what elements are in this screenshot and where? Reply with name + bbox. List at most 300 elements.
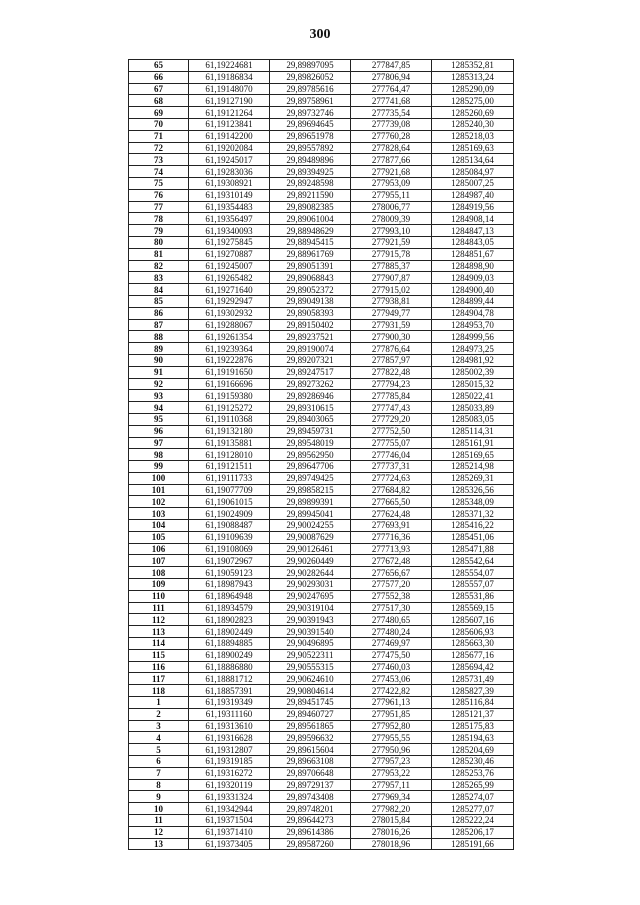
y-coordinate-cell: 1285275,00: [432, 95, 514, 107]
table-row: [129, 331, 514, 343]
point-number-cell: 117: [129, 673, 189, 685]
point-number-cell: 72: [129, 142, 189, 154]
latitude-cell: 61,18964948: [189, 590, 270, 602]
point-number-cell: 102: [129, 496, 189, 508]
table-row: [129, 118, 514, 130]
longitude-cell: 29,89451745: [270, 697, 351, 709]
table-row: [129, 567, 514, 579]
latitude-cell: 61,19245007: [189, 260, 270, 272]
point-number-cell: 104: [129, 520, 189, 532]
latitude-cell: 61,19245017: [189, 154, 270, 166]
latitude-cell: 61,19222876: [189, 354, 270, 366]
y-coordinate-cell: 1285606,93: [432, 626, 514, 638]
x-coordinate-cell: 277877,66: [351, 154, 432, 166]
longitude-cell: 29,89706648: [270, 767, 351, 779]
table-row: [129, 720, 514, 732]
table-row: [129, 484, 514, 496]
point-number-cell: 66: [129, 71, 189, 83]
point-number-cell: 79: [129, 225, 189, 237]
latitude-cell: 61,19320119: [189, 779, 270, 791]
point-number-cell: 65: [129, 60, 189, 72]
latitude-cell: 61,19125272: [189, 402, 270, 414]
x-coordinate-cell: 277672,48: [351, 555, 432, 567]
latitude-cell: 61,19288067: [189, 319, 270, 331]
y-coordinate-cell: 1285607,16: [432, 614, 514, 626]
y-coordinate-cell: 1285371,32: [432, 508, 514, 520]
point-number-cell: 67: [129, 83, 189, 95]
table-row: [129, 791, 514, 803]
x-coordinate-cell: 278015,84: [351, 815, 432, 827]
x-coordinate-cell: 277785,84: [351, 390, 432, 402]
latitude-cell: 61,19088487: [189, 520, 270, 532]
point-number-cell: 8: [129, 779, 189, 791]
table-row: [129, 248, 514, 260]
longitude-cell: 29,89394925: [270, 166, 351, 178]
x-coordinate-cell: 277876,64: [351, 343, 432, 355]
x-coordinate-cell: 277915,78: [351, 248, 432, 260]
latitude-cell: 61,19059123: [189, 567, 270, 579]
longitude-cell: 29,89489896: [270, 154, 351, 166]
point-number-cell: 69: [129, 107, 189, 119]
longitude-cell: 29,89758961: [270, 95, 351, 107]
table-row: [129, 838, 514, 850]
y-coordinate-cell: 1285348,09: [432, 496, 514, 508]
y-coordinate-cell: 1285542,64: [432, 555, 514, 567]
x-coordinate-cell: 277577,20: [351, 579, 432, 591]
y-coordinate-cell: 1284899,44: [432, 295, 514, 307]
x-coordinate-cell: 278018,96: [351, 838, 432, 850]
x-coordinate-cell: 277747,43: [351, 402, 432, 414]
latitude-cell: 61,19166696: [189, 378, 270, 390]
latitude-cell: 61,19271640: [189, 284, 270, 296]
y-coordinate-cell: 1285015,32: [432, 378, 514, 390]
table-row: [129, 744, 514, 756]
latitude-cell: 61,19316628: [189, 732, 270, 744]
table-row: [129, 614, 514, 626]
point-number-cell: 75: [129, 177, 189, 189]
y-coordinate-cell: 1285169,65: [432, 449, 514, 461]
point-number-cell: 4: [129, 732, 189, 744]
table-row: [129, 626, 514, 638]
longitude-cell: 29,90522311: [270, 649, 351, 661]
x-coordinate-cell: 277624,48: [351, 508, 432, 520]
longitude-cell: 29,89749425: [270, 472, 351, 484]
table-row: [129, 213, 514, 225]
latitude-cell: 61,19356497: [189, 213, 270, 225]
y-coordinate-cell: 1285161,91: [432, 437, 514, 449]
longitude-cell: 29,89460727: [270, 708, 351, 720]
point-number-cell: 68: [129, 95, 189, 107]
point-number-cell: 92: [129, 378, 189, 390]
x-coordinate-cell: 277737,31: [351, 461, 432, 473]
table-row: [129, 661, 514, 673]
y-coordinate-cell: 1285084,97: [432, 166, 514, 178]
latitude-cell: 61,19108069: [189, 543, 270, 555]
y-coordinate-cell: 1285116,84: [432, 697, 514, 709]
table-row: [129, 508, 514, 520]
latitude-cell: 61,19311160: [189, 708, 270, 720]
x-coordinate-cell: 277739,08: [351, 118, 432, 130]
table-row: [129, 449, 514, 461]
latitude-cell: 61,19331324: [189, 791, 270, 803]
latitude-cell: 61,19373405: [189, 838, 270, 850]
x-coordinate-cell: 277716,36: [351, 531, 432, 543]
x-coordinate-cell: 277969,34: [351, 791, 432, 803]
x-coordinate-cell: 278006,77: [351, 201, 432, 213]
longitude-cell: 29,89899391: [270, 496, 351, 508]
longitude-cell: 29,89049138: [270, 295, 351, 307]
latitude-cell: 61,19316272: [189, 767, 270, 779]
longitude-cell: 29,89663108: [270, 756, 351, 768]
latitude-cell: 61,18902449: [189, 626, 270, 638]
point-number-cell: 118: [129, 685, 189, 697]
x-coordinate-cell: 277552,38: [351, 590, 432, 602]
point-number-cell: 78: [129, 213, 189, 225]
point-number-cell: 12: [129, 826, 189, 838]
y-coordinate-cell: 1285222,24: [432, 815, 514, 827]
latitude-cell: 61,19142200: [189, 130, 270, 142]
table-row: [129, 543, 514, 555]
x-coordinate-cell: 277938,81: [351, 295, 432, 307]
longitude-cell: 29,89785616: [270, 83, 351, 95]
y-coordinate-cell: 1285557,07: [432, 579, 514, 591]
longitude-cell: 29,90391540: [270, 626, 351, 638]
x-coordinate-cell: 277907,87: [351, 272, 432, 284]
x-coordinate-cell: 277713,93: [351, 543, 432, 555]
table-row: [129, 71, 514, 83]
latitude-cell: 61,19371410: [189, 826, 270, 838]
point-number-cell: 101: [129, 484, 189, 496]
table-row: [129, 767, 514, 779]
longitude-cell: 29,89732746: [270, 107, 351, 119]
x-coordinate-cell: 277993,10: [351, 225, 432, 237]
y-coordinate-cell: 1285451,06: [432, 531, 514, 543]
latitude-cell: 61,19135881: [189, 437, 270, 449]
table-row: [129, 177, 514, 189]
x-coordinate-cell: 277684,82: [351, 484, 432, 496]
x-coordinate-cell: 277857,97: [351, 354, 432, 366]
latitude-cell: 61,19265482: [189, 272, 270, 284]
x-coordinate-cell: 277480,65: [351, 614, 432, 626]
latitude-cell: 61,19109639: [189, 531, 270, 543]
point-number-cell: 76: [129, 189, 189, 201]
longitude-cell: 29,90804614: [270, 685, 351, 697]
longitude-cell: 29,89310615: [270, 402, 351, 414]
point-number-cell: 98: [129, 449, 189, 461]
table-row: [129, 319, 514, 331]
point-number-cell: 90: [129, 354, 189, 366]
point-number-cell: 103: [129, 508, 189, 520]
table-row: [129, 779, 514, 791]
latitude-cell: 61,19186834: [189, 71, 270, 83]
point-number-cell: 5: [129, 744, 189, 756]
x-coordinate-cell: 277915,02: [351, 284, 432, 296]
x-coordinate-cell: 277828,64: [351, 142, 432, 154]
longitude-cell: 29,89826052: [270, 71, 351, 83]
table-row: [129, 236, 514, 248]
latitude-cell: 61,19371504: [189, 815, 270, 827]
y-coordinate-cell: 1284908,14: [432, 213, 514, 225]
table-row: [129, 166, 514, 178]
point-number-cell: 10: [129, 803, 189, 815]
longitude-cell: 29,90282644: [270, 567, 351, 579]
y-coordinate-cell: 1285022,41: [432, 390, 514, 402]
latitude-cell: 61,18987943: [189, 579, 270, 591]
table-row: [129, 496, 514, 508]
point-number-cell: 70: [129, 118, 189, 130]
latitude-cell: 61,19077709: [189, 484, 270, 496]
x-coordinate-cell: 277921,59: [351, 236, 432, 248]
point-number-cell: 86: [129, 307, 189, 319]
latitude-cell: 61,19308921: [189, 177, 270, 189]
y-coordinate-cell: 1285827,39: [432, 685, 514, 697]
x-coordinate-cell: 277931,59: [351, 319, 432, 331]
table-row: [129, 390, 514, 402]
longitude-cell: 29,89557892: [270, 142, 351, 154]
x-coordinate-cell: 277957,23: [351, 756, 432, 768]
y-coordinate-cell: 1285033,89: [432, 402, 514, 414]
point-number-cell: 99: [129, 461, 189, 473]
y-coordinate-cell: 1285194,63: [432, 732, 514, 744]
table-row: [129, 472, 514, 484]
latitude-cell: 61,19127190: [189, 95, 270, 107]
point-number-cell: 108: [129, 567, 189, 579]
x-coordinate-cell: 277741,68: [351, 95, 432, 107]
table-row: [129, 673, 514, 685]
longitude-cell: 29,89748201: [270, 803, 351, 815]
y-coordinate-cell: 1284900,40: [432, 284, 514, 296]
latitude-cell: 61,19302932: [189, 307, 270, 319]
y-coordinate-cell: 1285265,99: [432, 779, 514, 791]
y-coordinate-cell: 1285114,31: [432, 425, 514, 437]
latitude-cell: 61,19132180: [189, 425, 270, 437]
point-number-cell: 95: [129, 413, 189, 425]
table-row: [129, 708, 514, 720]
latitude-cell: 61,19191650: [189, 366, 270, 378]
longitude-cell: 29,89651978: [270, 130, 351, 142]
table-row: [129, 83, 514, 95]
y-coordinate-cell: 1285290,09: [432, 83, 514, 95]
latitude-cell: 61,19121511: [189, 461, 270, 473]
longitude-cell: 29,90496895: [270, 638, 351, 650]
y-coordinate-cell: 1285663,30: [432, 638, 514, 650]
y-coordinate-cell: 1285240,30: [432, 118, 514, 130]
y-coordinate-cell: 1284981,92: [432, 354, 514, 366]
y-coordinate-cell: 1285277,07: [432, 803, 514, 815]
table-row: [129, 649, 514, 661]
x-coordinate-cell: 278009,39: [351, 213, 432, 225]
longitude-cell: 29,89694645: [270, 118, 351, 130]
latitude-cell: 61,19342944: [189, 803, 270, 815]
y-coordinate-cell: 1285269,31: [432, 472, 514, 484]
latitude-cell: 61,19024909: [189, 508, 270, 520]
point-number-cell: 107: [129, 555, 189, 567]
y-coordinate-cell: 1285204,69: [432, 744, 514, 756]
table-row: [129, 142, 514, 154]
x-coordinate-cell: 277764,47: [351, 83, 432, 95]
table-row: [129, 402, 514, 414]
point-number-cell: 71: [129, 130, 189, 142]
longitude-cell: 29,88948629: [270, 225, 351, 237]
point-number-cell: 89: [129, 343, 189, 355]
latitude-cell: 61,19313610: [189, 720, 270, 732]
coordinates-table-body: [129, 60, 514, 850]
table-row: [129, 343, 514, 355]
y-coordinate-cell: 1285471,88: [432, 543, 514, 555]
x-coordinate-cell: 277422,82: [351, 685, 432, 697]
table-row: [129, 225, 514, 237]
y-coordinate-cell: 1285554,07: [432, 567, 514, 579]
latitude-cell: 61,19072967: [189, 555, 270, 567]
point-number-cell: 85: [129, 295, 189, 307]
point-number-cell: 100: [129, 472, 189, 484]
table-row: [129, 756, 514, 768]
y-coordinate-cell: 1285002,39: [432, 366, 514, 378]
latitude-cell: 61,18894885: [189, 638, 270, 650]
table-row: [129, 154, 514, 166]
latitude-cell: 61,19354483: [189, 201, 270, 213]
x-coordinate-cell: 277950,96: [351, 744, 432, 756]
x-coordinate-cell: 277957,11: [351, 779, 432, 791]
longitude-cell: 29,89211590: [270, 189, 351, 201]
longitude-cell: 29,90260449: [270, 555, 351, 567]
y-coordinate-cell: 1284847,13: [432, 225, 514, 237]
point-number-cell: 105: [129, 531, 189, 543]
x-coordinate-cell: 277752,50: [351, 425, 432, 437]
latitude-cell: 61,19261354: [189, 331, 270, 343]
y-coordinate-cell: 1284999,56: [432, 331, 514, 343]
table-row: [129, 697, 514, 709]
latitude-cell: 61,19061015: [189, 496, 270, 508]
latitude-cell: 61,19121264: [189, 107, 270, 119]
point-number-cell: 96: [129, 425, 189, 437]
table-row: [129, 366, 514, 378]
table-row: [129, 815, 514, 827]
longitude-cell: 29,89247517: [270, 366, 351, 378]
longitude-cell: 29,89082385: [270, 201, 351, 213]
table-row: [129, 107, 514, 119]
latitude-cell: 61,19340093: [189, 225, 270, 237]
y-coordinate-cell: 1285007,25: [432, 177, 514, 189]
longitude-cell: 29,89150402: [270, 319, 351, 331]
table-row: [129, 425, 514, 437]
table-row: [129, 284, 514, 296]
point-number-cell: 113: [129, 626, 189, 638]
longitude-cell: 29,90391943: [270, 614, 351, 626]
longitude-cell: 29,89286946: [270, 390, 351, 402]
longitude-cell: 29,90555315: [270, 661, 351, 673]
point-number-cell: 9: [129, 791, 189, 803]
longitude-cell: 29,89897095: [270, 60, 351, 72]
table-row: [129, 803, 514, 815]
y-coordinate-cell: 1285416,22: [432, 520, 514, 532]
y-coordinate-cell: 1285083,05: [432, 413, 514, 425]
longitude-cell: 29,89743408: [270, 791, 351, 803]
x-coordinate-cell: 277746,04: [351, 449, 432, 461]
table-row: [129, 189, 514, 201]
latitude-cell: 61,19283036: [189, 166, 270, 178]
y-coordinate-cell: 1285677,16: [432, 649, 514, 661]
table-row: [129, 579, 514, 591]
longitude-cell: 29,88945415: [270, 236, 351, 248]
point-number-cell: 91: [129, 366, 189, 378]
longitude-cell: 29,89548019: [270, 437, 351, 449]
table-row: [129, 95, 514, 107]
point-number-cell: 115: [129, 649, 189, 661]
longitude-cell: 29,89058393: [270, 307, 351, 319]
point-number-cell: 1: [129, 697, 189, 709]
x-coordinate-cell: 277656,67: [351, 567, 432, 579]
y-coordinate-cell: 1285326,56: [432, 484, 514, 496]
longitude-cell: 29,89729137: [270, 779, 351, 791]
x-coordinate-cell: 277755,07: [351, 437, 432, 449]
x-coordinate-cell: 277460,03: [351, 661, 432, 673]
y-coordinate-cell: 1285134,64: [432, 154, 514, 166]
latitude-cell: 61,18900249: [189, 649, 270, 661]
table-row: [129, 555, 514, 567]
y-coordinate-cell: 1285274,07: [432, 791, 514, 803]
point-number-cell: 88: [129, 331, 189, 343]
y-coordinate-cell: 1285206,17: [432, 826, 514, 838]
latitude-cell: 61,19224681: [189, 60, 270, 72]
x-coordinate-cell: 277951,85: [351, 708, 432, 720]
latitude-cell: 61,18886880: [189, 661, 270, 673]
point-number-cell: 77: [129, 201, 189, 213]
y-coordinate-cell: 1284987,40: [432, 189, 514, 201]
latitude-cell: 61,19202084: [189, 142, 270, 154]
point-number-cell: 7: [129, 767, 189, 779]
point-number-cell: 6: [129, 756, 189, 768]
x-coordinate-cell: 277885,37: [351, 260, 432, 272]
x-coordinate-cell: 277480,24: [351, 626, 432, 638]
x-coordinate-cell: 277735,54: [351, 107, 432, 119]
longitude-cell: 29,89945041: [270, 508, 351, 520]
x-coordinate-cell: 277453,06: [351, 673, 432, 685]
longitude-cell: 29,90319104: [270, 602, 351, 614]
y-coordinate-cell: 1285191,66: [432, 838, 514, 850]
x-coordinate-cell: 277953,09: [351, 177, 432, 189]
latitude-cell: 61,19159380: [189, 390, 270, 402]
x-coordinate-cell: 277665,50: [351, 496, 432, 508]
x-coordinate-cell: 277806,94: [351, 71, 432, 83]
point-number-cell: 13: [129, 838, 189, 850]
longitude-cell: 29,89237521: [270, 331, 351, 343]
latitude-cell: 61,19110368: [189, 413, 270, 425]
point-number-cell: 112: [129, 614, 189, 626]
table-row: [129, 531, 514, 543]
longitude-cell: 29,89190074: [270, 343, 351, 355]
latitude-cell: 61,19319349: [189, 697, 270, 709]
y-coordinate-cell: 1285531,86: [432, 590, 514, 602]
latitude-cell: 61,19270887: [189, 248, 270, 260]
point-number-cell: 93: [129, 390, 189, 402]
longitude-cell: 29,89858215: [270, 484, 351, 496]
table-row: [129, 260, 514, 272]
table-row: [129, 685, 514, 697]
table-row: [129, 201, 514, 213]
y-coordinate-cell: 1285175,83: [432, 720, 514, 732]
point-number-cell: 116: [129, 661, 189, 673]
y-coordinate-cell: 1284973,25: [432, 343, 514, 355]
point-number-cell: 83: [129, 272, 189, 284]
x-coordinate-cell: 277955,11: [351, 189, 432, 201]
longitude-cell: 29,89561865: [270, 720, 351, 732]
longitude-cell: 29,89207321: [270, 354, 351, 366]
y-coordinate-cell: 1285694,42: [432, 661, 514, 673]
latitude-cell: 61,19128010: [189, 449, 270, 461]
longitude-cell: 29,89647706: [270, 461, 351, 473]
point-number-cell: 74: [129, 166, 189, 178]
